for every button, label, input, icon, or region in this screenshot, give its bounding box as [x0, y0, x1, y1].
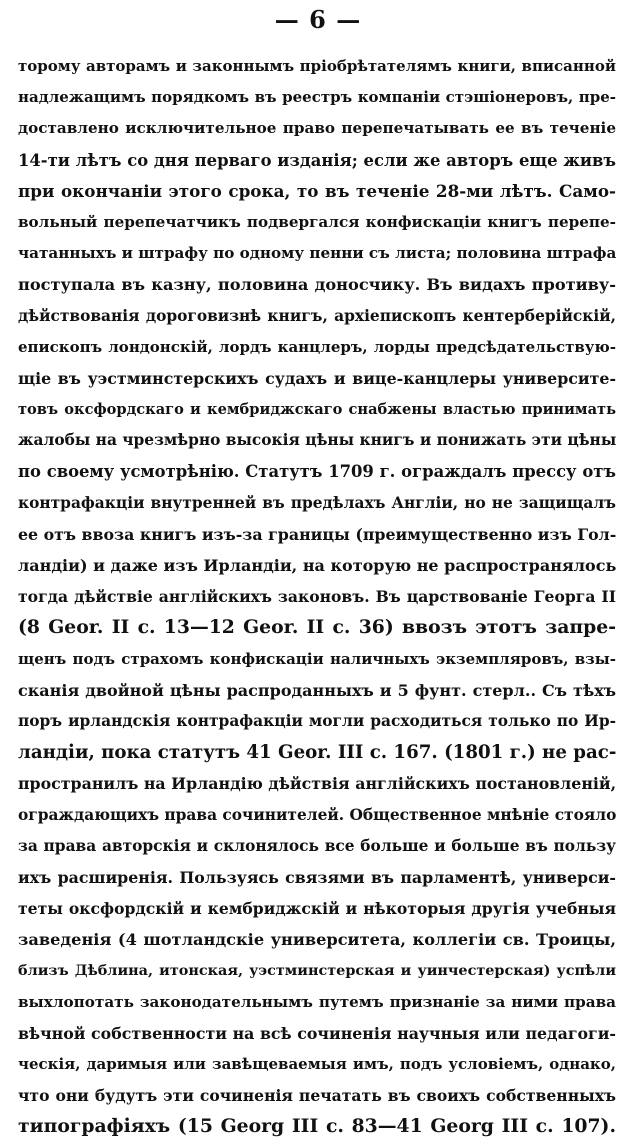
text-line: за права авторскія и склонялось все больше и больше въ пользу — [18, 836, 616, 855]
text-line: торому авторамъ и законнымъ пріобрѣтателямъ книги, вписанной — [18, 57, 616, 75]
text-line: что они будутъ эти сочиненія печатать въ своихъ собственныхъ — [18, 1086, 616, 1106]
text-line: поступала въ казну, половина доносчику. Въ видахъ противу- — [18, 275, 616, 295]
text-line: дѣйствованія дороговизнѣ книгъ, архіепископъ кентерберійскій, — [18, 306, 616, 325]
text-line: вѣчной собственности на всѣ сочиненія научныя или педагоги- — [18, 1023, 616, 1043]
text-line: тогда дѣйствіе англійскихъ законовъ. Въ царствованіе Георга II — [18, 587, 616, 607]
text-line: ихъ расширенія. Пользуясь связями въ парламентѣ, универси- — [18, 867, 616, 887]
text-line: товъ оксфордскаго и кембриджскаго снабжены властью принимать — [18, 401, 616, 419]
page-number: — 6 — — [274, 5, 362, 34]
text-line: типографіяхъ (15 Georg III c. 83—41 Georg III c. 107). — [18, 1115, 616, 1138]
body-text — [18, 51, 616, 1143]
text-line: ландіи) и даже изъ Ирландіи, на которую не распространялось — [18, 556, 617, 575]
text-line: ландіи, пока статутъ 41 Geor. III c. 167. (1801 г.) не рас- — [18, 742, 617, 764]
text-line: теты оксфордскій и кембриджскій и нѣкоторыя другія учебныя — [18, 899, 616, 919]
text-line: вольный перепечатчикъ подвергался конфискаціи книгъ перепе- — [18, 212, 616, 231]
text-line: чатанныхъ и штрафу по одному пенни съ листа; половина штрафа — [18, 244, 617, 263]
text-line: ограждающихъ права сочинителей. Общественное мнѣніе стояло — [18, 805, 617, 824]
text-line: выхлопотать законодательнымъ путемъ признаніе за ними права — [18, 992, 616, 1011]
text-line: 14-ти лѣтъ со дня перваго изданія; если же авторъ еще живъ — [18, 150, 616, 170]
text-line: близъ Дѣблина, итонская, уэстминстерская и уинчестерская) успѣли — [18, 962, 616, 980]
text-line: надлежащимъ порядкомъ въ реестръ компаніи стэшіонеровъ, пре- — [18, 88, 616, 107]
text-line: сканія двойной цѣны распроданныхъ и 5 фунт. стерл.. Съ тѣхъ — [18, 680, 616, 700]
text-line: по своему усмотрѣнію. Статутъ 1709 г. ограждалъ прессу отъ — [18, 462, 616, 482]
text-line: поръ ирландскія контрафакціи могли расходиться только по Ир- — [18, 711, 616, 730]
text-line: при окончаніи этого срока, то въ теченіе 28-ми лѣтъ. Само- — [18, 180, 616, 201]
text-line: ее отъ ввоза книгъ изъ-за границы (преимущественно изъ Гол- — [18, 524, 617, 544]
text-line: контрафакціи внутренней въ предѣлахъ Англіи, но не защищалъ — [18, 493, 616, 512]
text-line: ческія, даримыя или завѣщеваемыя имъ, подъ условіемъ, однако, — [18, 1055, 616, 1073]
text-line: пространилъ на Ирландію дѣйствія англійскихъ постановленій, — [18, 774, 617, 794]
text-line: (8 Geor. II c. 13—12 Geor. II c. 36) ввозъ этотъ запре- — [18, 616, 616, 639]
text-line: заведенія (4 шотландскіе университета, коллегіи св. Троицы, — [18, 930, 616, 950]
text-line: жалобы на чрезмѣрно высокія цѣны книгъ и понижать эти цѣны — [18, 431, 617, 450]
text-line: щіе въ уэстминстерскихъ судахъ и вице-канцлеры университе- — [18, 368, 616, 388]
text-line: доставлено исключительное право перепечатывать ее въ теченіе — [18, 119, 616, 138]
text-line: епископъ лондонскій, лордъ канцлеръ, лорды предсѣдательствую- — [18, 337, 616, 356]
text-line: щенъ подъ страхомъ конфискаціи наличныхъ экземпляровъ, взы- — [18, 649, 616, 668]
